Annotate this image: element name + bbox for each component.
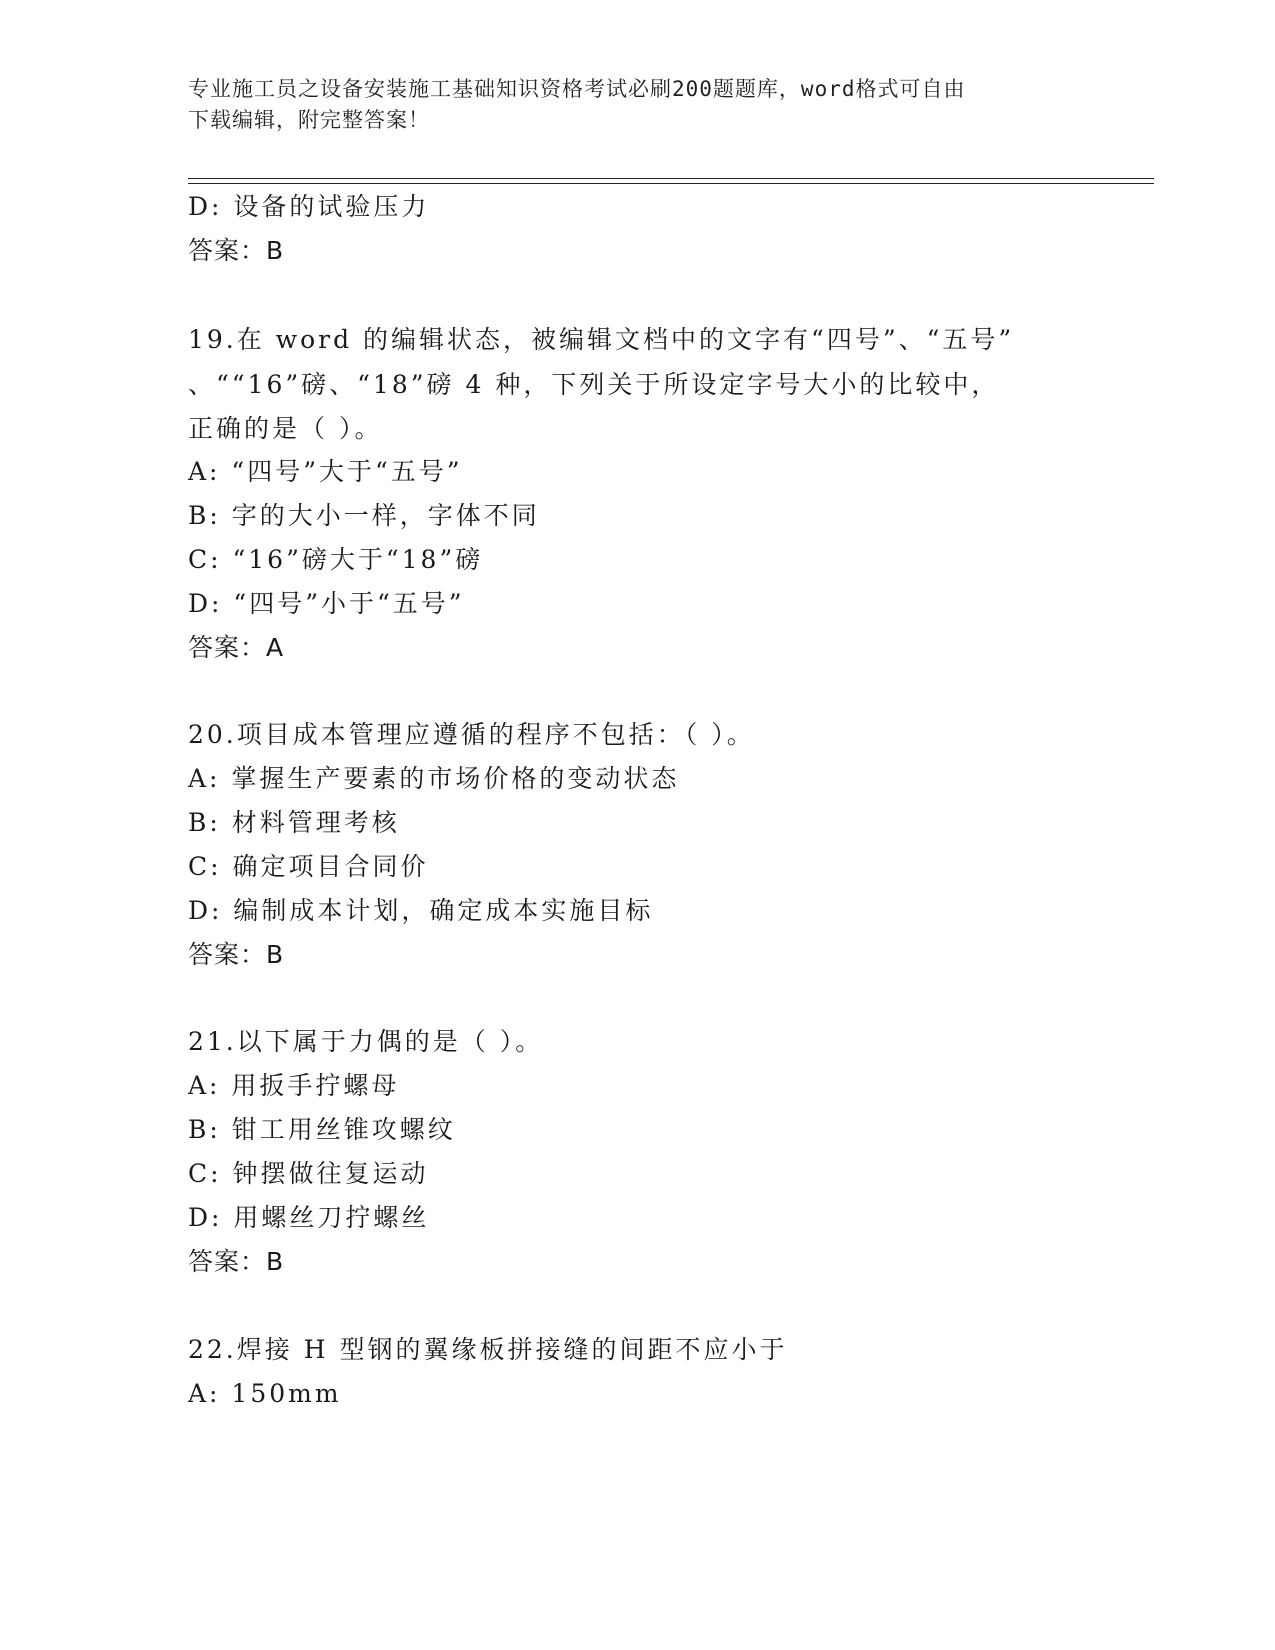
option-line: B: 钳工用丝锥攻螺纹 (188, 1115, 456, 1144)
question-19-line-2: 、““16”磅、“18”磅 4 种，下列关于所设定字号大小的比较中， (188, 370, 1000, 399)
answer-line: 答案：A (188, 633, 285, 662)
option-line: B: 字的大小一样，字体不同 (188, 501, 540, 530)
option-line: D: 用螺丝刀拧螺丝 (188, 1203, 430, 1232)
answer-line: 答案：B (188, 236, 285, 265)
answer-line: 答案：B (188, 940, 285, 969)
option-line: D: 编制成本计划，确定成本实施目标 (188, 896, 654, 925)
header-rule-bottom (188, 183, 1154, 184)
option-line: B: 材料管理考核 (188, 808, 400, 837)
option-line: A: 150mm (188, 1379, 342, 1408)
question-20: 20.项目成本管理应遵循的程序不包括：（ ）。 (188, 720, 755, 749)
question-19-line-1: 19.在 word 的编辑状态，被编辑文档中的文字有“四号”、“五号” (188, 325, 1015, 354)
question-19-line-3: 正确的是（ ）。 (188, 414, 383, 443)
answer-line: 答案：B (188, 1247, 285, 1276)
option-line: A: “四号”大于“五号” (188, 457, 463, 486)
header-line-2: 下载编辑，附完整答案！ (188, 108, 430, 132)
option-line: A: 用扳手拧螺母 (188, 1071, 400, 1100)
option-line: D: “四号”小于“五号” (188, 589, 465, 618)
option-line: D: 设备的试验压力 (188, 192, 430, 221)
option-line: C: 确定项目合同价 (188, 852, 429, 881)
header-rule-top (188, 178, 1154, 179)
page-header (188, 74, 1068, 136)
question-22: 22.焊接 H 型钢的翼缘板拼接缝的间距不应小于 (188, 1335, 788, 1364)
option-line: C: 钟摆做往复运动 (188, 1159, 429, 1188)
header-line-1: 专业施工员之设备安装施工基础知识资格考试必刷200题题库，word格式可自由 (188, 77, 966, 101)
option-line: A: 掌握生产要素的市场价格的变动状态 (188, 764, 680, 793)
option-line: C: “16”磅大于“18”磅 (188, 545, 484, 574)
question-21: 21.以下属于力偶的是（ ）。 (188, 1027, 544, 1056)
